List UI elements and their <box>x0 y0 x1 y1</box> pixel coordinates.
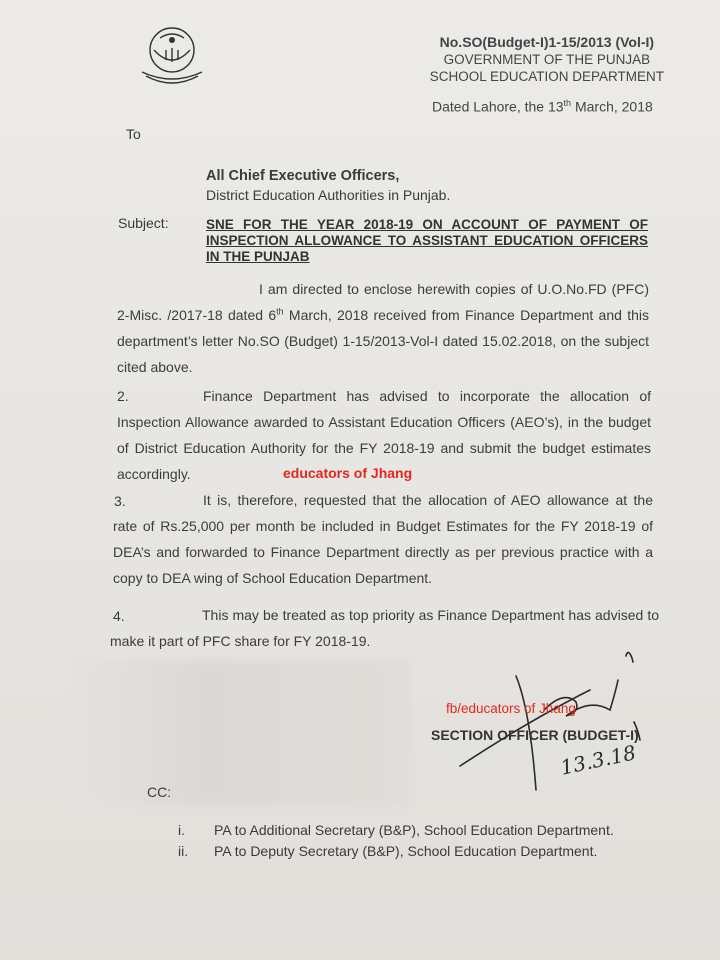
paragraph-4-number: 4. <box>113 608 125 624</box>
handwritten-date: 13.3.18 <box>558 740 639 780</box>
watermark-educators: educators of Jhang <box>283 465 413 481</box>
paragraph-2: Finance Department has advised to incorporate the allocation of Inspection Allowance awarded to Assistant Education Officers (AEO’s), in the budget of District Education Authority for the FY 2018-19 and submit the budget estimates accordingly. <box>117 388 651 482</box>
blurred-region <box>70 660 410 806</box>
subject-label: Subject: <box>118 215 169 231</box>
watermark-facebook: fb/educators of Jhang <box>446 701 576 716</box>
letter-header <box>430 34 664 85</box>
government-name: GOVERNMENT OF THE PUNJAB <box>443 52 651 67</box>
section-officer-title: SECTION OFFICER (BUDGET-I) <box>431 727 639 743</box>
punjab-government-seal-icon <box>136 20 208 84</box>
reference-number: No.SO(Budget-I)1-15/2013 (Vol-I) <box>439 34 655 50</box>
dated-line: Dated Lahore, the 13th March, 2018 <box>432 98 653 115</box>
paragraph-1: I am directed to enclose herewith copies of U.O.No.FD (PFC) 2-Misc. /2017-18 dated 6th March, 2018 received from Finance Department and this department’s letter No.SO (Budget) 1-15/2013-Vol-I dated 15.02.2018, on the subject cited above. <box>117 281 649 375</box>
paragraph-3: It is, therefore, requested that the allocation of AEO allowance at the rate of Rs.25,000 per month be included in Budget Estimates for the FY 2018-19 of DEA’s and forwarded to Finance Department directly as per previous practice with a copy to DEA wing of School Education Department. <box>113 492 653 586</box>
paragraph-2-number: 2. <box>117 388 129 404</box>
cc-item-2: ii. PA to Deputy Secretary (B&P), School Education Department. <box>178 843 598 859</box>
paragraph-3-number: 3. <box>114 493 126 509</box>
addressee-line-1: All Chief Executive Officers, <box>206 168 400 184</box>
addressee <box>206 167 450 205</box>
to-label: To <box>126 126 141 142</box>
addressee-line-2: District Education Authorities in Punjab. <box>206 187 451 203</box>
department-name: SCHOOL EDUCATION DEPARTMENT <box>429 69 664 84</box>
paragraph-4: This may be treated as top priority as Finance Department has advised to make it part of PFC share for FY 2018-19. <box>110 607 659 649</box>
cc-item-1: i. PA to Additional Secretary (B&P), School Education Department. <box>178 822 614 838</box>
cc-label: CC: <box>147 784 172 800</box>
subject-text: SNE FOR THE YEAR 2018-19 ON ACCOUNT OF PAYMENT OF INSPECTION ALLOWANCE TO ASSISTANT EDUCATION OFFICERS IN THE PUNJAB <box>206 217 648 264</box>
